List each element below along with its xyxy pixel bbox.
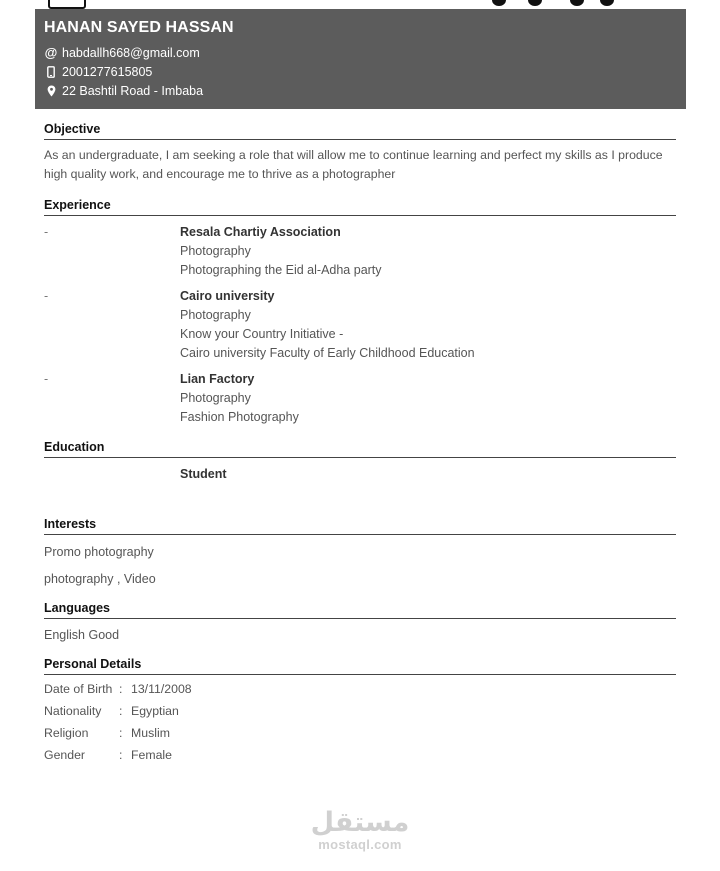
detail-separator: : (119, 726, 123, 740)
cropped-icon (600, 0, 614, 6)
experience-org: Resala Chartiy Association (180, 225, 341, 239)
education-item (44, 465, 676, 484)
objective-text: As an undergraduate, I am seeking a role that will allow me to continue learning and perfect my skills as I produce high quality work, and encourage me to thrive as a photographer (44, 148, 663, 181)
watermark-latin: mostaql.com (318, 837, 402, 852)
languages-section (44, 601, 676, 645)
detail-separator: : (119, 704, 123, 718)
experience-org: Cairo university (180, 289, 275, 303)
resume-header (35, 9, 686, 109)
watermark-arabic: مستقل (310, 807, 410, 838)
interest-item: Promo photography (44, 545, 154, 559)
address-text: 22 Bashtil Road - Imbaba (62, 83, 204, 98)
at-icon: @ (44, 45, 58, 60)
experience-date: - (44, 225, 49, 239)
location-pin-icon (44, 85, 58, 97)
detail-separator: : (119, 748, 123, 762)
detail-value: 13/11/2008 (131, 682, 192, 696)
personal-detail-row (44, 700, 676, 722)
experience-detail: Photography (180, 244, 251, 258)
email-line (44, 43, 686, 62)
language-item: English Good (44, 628, 120, 642)
watermark-logo (0, 808, 720, 852)
cropped-icon (570, 0, 584, 6)
phone-text[interactable]: 2001277615805 (62, 64, 153, 79)
detail-value: Female (131, 748, 173, 762)
detail-value: Muslim (131, 726, 170, 740)
experience-date: - (44, 289, 49, 303)
phone-icon (44, 66, 58, 78)
experience-date: - (44, 372, 49, 386)
section-title-experience: Experience (44, 198, 676, 216)
experience-detail: Fashion Photography (180, 410, 299, 424)
section-title-objective: Objective (44, 122, 676, 140)
cropped-icon (94, 0, 120, 5)
candidate-name: HANAN SAYED HASSAN (44, 19, 234, 36)
top-cropped-icons (0, 0, 720, 9)
email-text[interactable]: habdallh668@gmail.com (62, 45, 200, 60)
address-line (44, 81, 686, 100)
personal-details-section (44, 657, 676, 766)
cropped-icon (492, 0, 506, 6)
personal-detail-row (44, 678, 676, 700)
section-title-languages: Languages (44, 601, 676, 619)
detail-value: Egyptian (131, 704, 179, 718)
experience-detail: Photography (180, 308, 251, 322)
education-degree: Student (180, 467, 227, 481)
interests-section (44, 517, 676, 589)
personal-detail-row (44, 744, 676, 766)
experience-detail: Know your Country Initiative - (180, 327, 344, 341)
interest-item: photography , Video (44, 572, 156, 586)
detail-label: Date of Birth (44, 682, 113, 696)
experience-detail: Photographing the Eid al-Adha party (180, 263, 382, 277)
cropped-icon (48, 0, 86, 9)
experience-detail: Cairo university Faculty of Early Childhood Education (180, 346, 475, 360)
objective-section (44, 122, 676, 184)
education-section (44, 440, 676, 484)
section-title-education: Education (44, 440, 676, 458)
detail-label: Nationality (44, 704, 102, 718)
section-title-interests: Interests (44, 517, 676, 535)
resume-body (44, 122, 676, 766)
personal-detail-row (44, 722, 676, 744)
experience-detail: Photography (180, 391, 251, 405)
phone-line (44, 62, 686, 81)
detail-label: Gender (44, 748, 86, 762)
experience-item (44, 287, 676, 363)
experience-item (44, 223, 676, 280)
experience-item (44, 370, 676, 427)
section-title-personal-details: Personal Details (44, 657, 676, 675)
experience-org: Lian Factory (180, 372, 255, 386)
detail-separator: : (119, 682, 123, 696)
experience-section (44, 198, 676, 427)
detail-label: Religion (44, 726, 89, 740)
cropped-icon (528, 0, 542, 6)
